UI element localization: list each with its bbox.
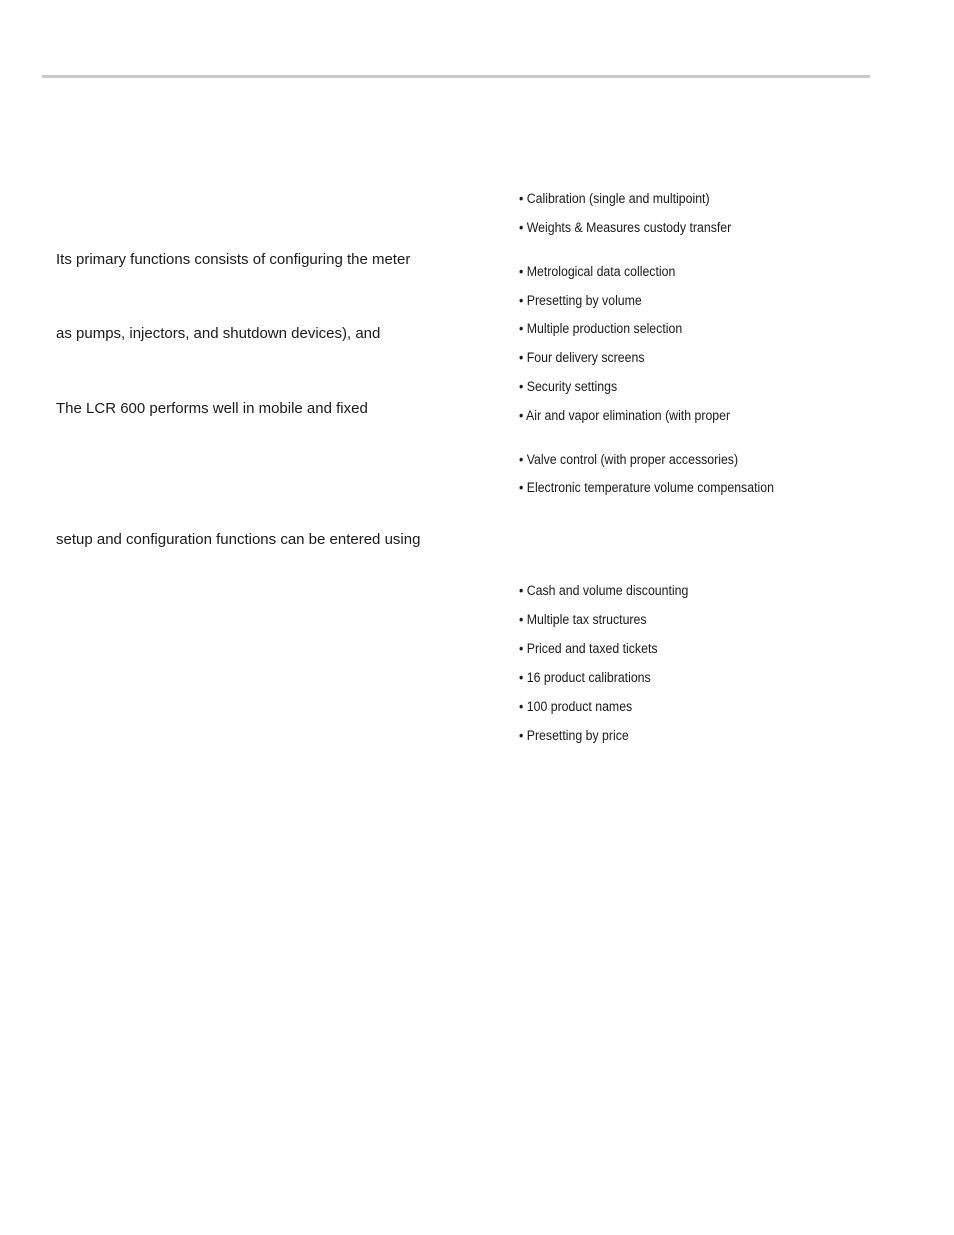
feature-list-item: • Presetting by volume [519,293,642,308]
feature-list-item: • Weights & Measures custody transfer [519,220,732,235]
feature-list-item: • Four delivery screens [519,350,645,365]
feature-list-item: • Metrological data collection [519,264,676,279]
feature-list-item: • Valve control (with proper accessories) [519,452,739,467]
feature-list-item: • 16 product calibrations [519,670,651,685]
body-text-line: setup and configuration functions can be entered using [56,531,421,548]
feature-list-item: • Security settings [519,379,618,394]
body-text-line: The LCR 600 performs well in mobile and fixed [56,400,368,417]
feature-list-item: • Calibration (single and multipoint) [519,191,710,206]
body-text-line: Its primary functions consists of configuring the meter [56,251,411,268]
feature-list-item: • Priced and taxed tickets [519,641,658,656]
feature-list-item: • Cash and volume discounting [519,583,689,598]
feature-list-item: • 100 product names [519,699,633,714]
feature-list-item: • Electronic temperature volume compensation [519,480,774,495]
feature-list-item: • Multiple production selection [519,321,683,336]
feature-list-item: • Air and vapor elimination (with proper [519,408,731,423]
header-rule [42,75,870,78]
feature-list-item: • Multiple tax structures [519,612,647,627]
body-text-line: as pumps, injectors, and shutdown devices), and [56,325,381,342]
feature-list-item: • Presetting by price [519,728,629,743]
